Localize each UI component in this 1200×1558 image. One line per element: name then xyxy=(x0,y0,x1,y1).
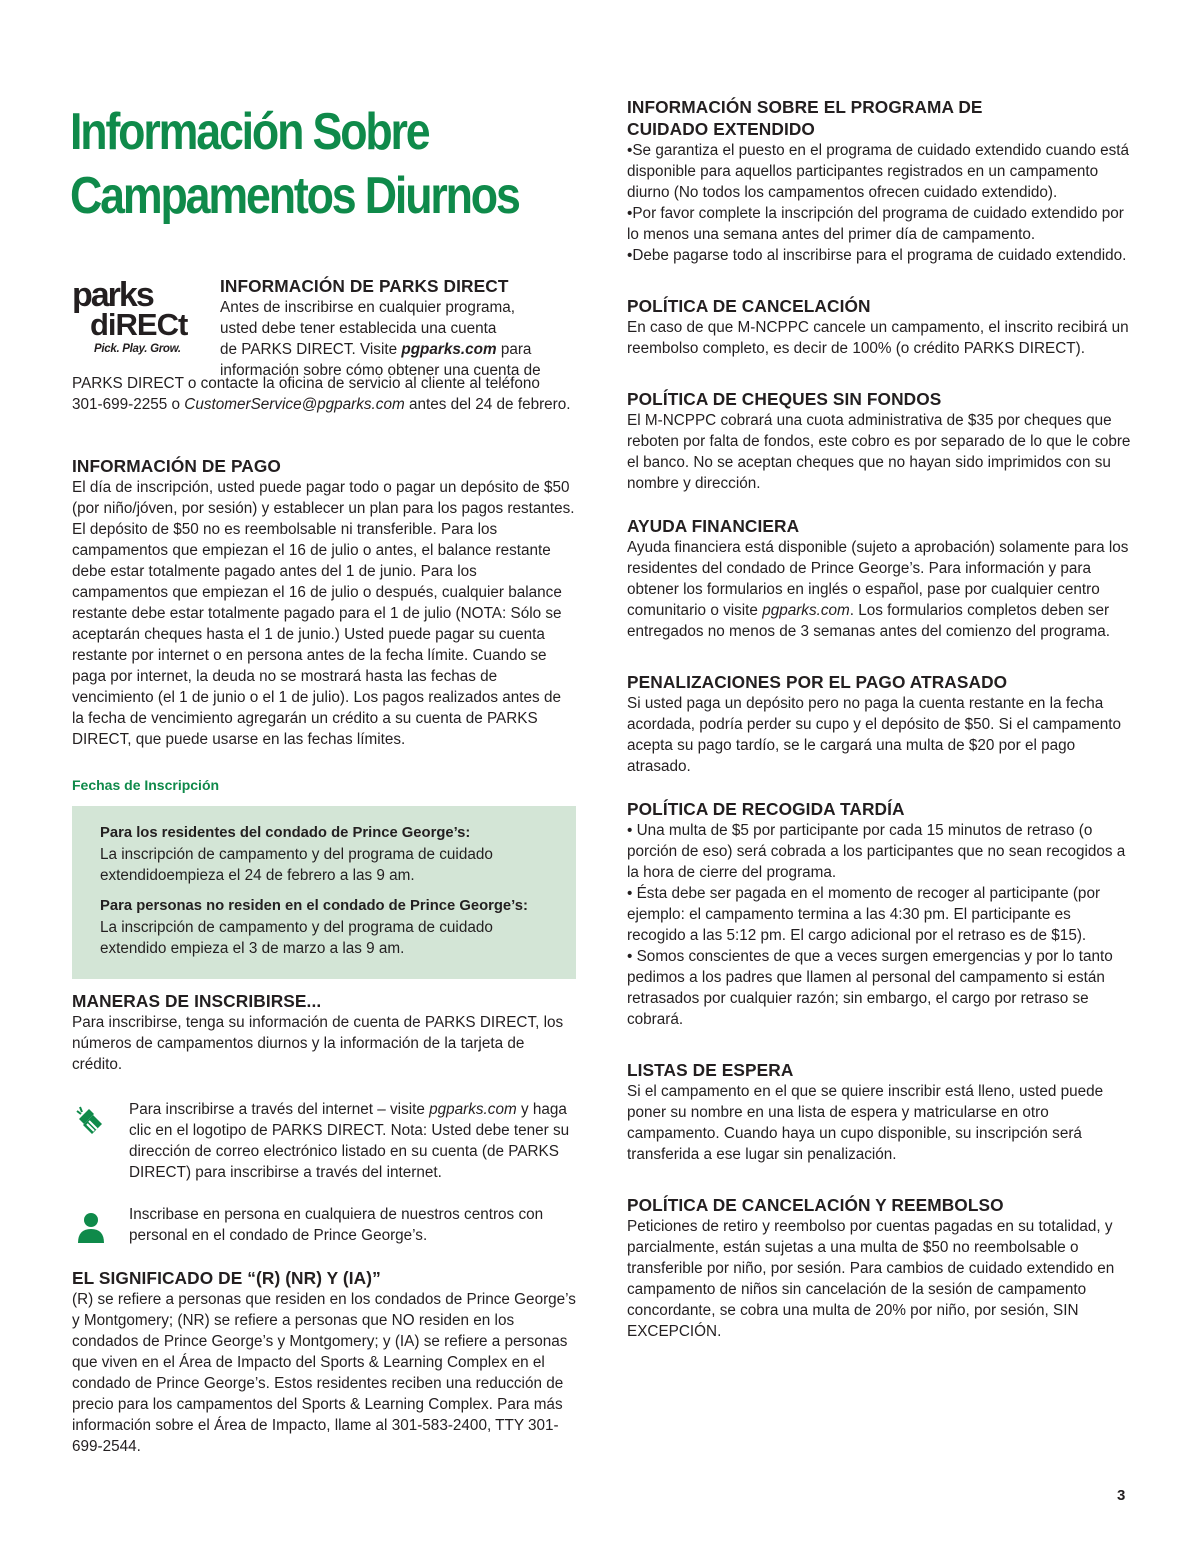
left-column xyxy=(72,276,576,1457)
payment-body: El día de inscripción, usted puede pagar todo o pagar un depósito de $50 (por niño/jóven, por sesión) y establecer un plan para los pagos restantes. El depósito de $50 no es reembolsable ni transferible. Para los campamentos que empiezan el 16 de julio o antes, el balance restante debe estar totalmente pagado antes del 1 de junio. Para los campamentos que empiezan el 16 de julio o después, cualquier balance restante debe estar totalmente pagado para el 1 de julio (NOTA: Sólo se aceptarán cheques hasta el 1 de junio.) Usted puede pagar su cuenta restante por internet o en persona antes de la fecha límite. Cuando se paga por internet, la deuda no se mostrará hasta las fechas de vencimiento (el 1 de junio o el 1 de julio). Los pagos realizados antes de la fecha de vencimiento agregarán un crédito a su cuenta de PARKS DIRECT, que puede usarse en las fechas límites. xyxy=(72,479,575,748)
extended-care-section xyxy=(627,95,1132,266)
waitlist-body: Si el campamento en el que se quiere inscribir está lleno, usted puede poner su nombre en una lista de espera y matricularse en otro campamento. Cuando haya un cupo disponible, su inscripción será transferida a ese lugar sin penalización. xyxy=(627,1083,1104,1163)
financial-heading: AYUDA FINANCIERA xyxy=(627,516,800,536)
parks-direct-line-5: PARKS DIRECT o contacte la oficina de servicio al cliente al teléfono xyxy=(72,375,540,392)
registration-dates-box xyxy=(72,806,576,979)
payment-heading: INFORMACIÓN DE PAGO xyxy=(72,456,281,476)
extended-care-heading-2: CUIDADO EXTENDIDO xyxy=(627,119,815,139)
logo-direct-text: diRECt xyxy=(90,307,188,342)
parks-direct-contact xyxy=(72,373,576,415)
cancellation-body: En caso de que M-NCPPC cancele un campamento, el inscrito recibirá un reembolso completo, es decir de 100% (o crédito PARKS DIRECT). xyxy=(627,319,1129,357)
title-line-2: Campamentos Diurnos xyxy=(70,167,519,225)
residents-body: La inscripción de campamento y del programa de cuidado extendidoempieza el 24 de febrero a las 9 am. xyxy=(100,846,493,884)
payment-section xyxy=(72,456,576,750)
parks-direct-section xyxy=(72,276,576,414)
parks-direct-line-4: información sobre cómo obtener una cuenta de xyxy=(220,362,541,379)
page-title xyxy=(70,100,517,228)
checks-heading: POLÍTICA DE CHEQUES SIN FONDOS xyxy=(627,389,942,409)
register-in-person-text: Inscribase en persona en cualquiera de nuestros centros con personal en el condado de Prince George’s. xyxy=(129,1206,544,1244)
parks-direct-line-3: de PARKS DIRECT. Visite pgparks.com para xyxy=(220,341,532,358)
late-payment-heading: PENALIZACIONES POR EL PAGO ATRASADO xyxy=(627,672,1008,692)
extended-care-bullet-2: •Por favor complete la inscripción del programa de cuidado extendido por lo menos una semana antes del primer día de campamento. xyxy=(627,205,1124,243)
registration-dates-section xyxy=(72,776,576,979)
meaning-section xyxy=(72,1268,576,1457)
parks-direct-intro xyxy=(220,276,576,381)
meaning-body: (R) se refiere a personas que residen en los condados de Prince George’s y Montgomery; (NR) se refiere a personas que NO residen en los condados de Prince George’s y Montgomery; y (IA) se refiere a personas que viven en el Área de Impacto del Sports & Learning Complex en el condado de Prince George’s. Estos residentes reciben una reducción de precio para los campamentos del Sports & Learning Complex. Para más información sobre el Área de Impacto, llame al 301-583-2400, TTY 301-699-2544. xyxy=(72,1291,576,1455)
parks-direct-heading: INFORMACIÓN DE PARKS DIRECT xyxy=(220,276,509,296)
waitlist-section xyxy=(627,1060,1132,1165)
cancellation-heading: POLÍTICA DE CANCELACIÓN xyxy=(627,296,871,316)
refund-section xyxy=(627,1195,1132,1342)
right-column xyxy=(627,95,1132,1342)
late-pickup-section xyxy=(627,799,1132,1030)
parks-direct-logo[interactable] xyxy=(72,276,214,356)
late-pickup-bullet-1: • Una multa de $5 por participante por cada 15 minutos de retraso (o porción de eso) será cobrada a los participantes que no sean recogidos a la hora de cierre del programa. xyxy=(627,822,1126,881)
extended-care-bullet-1: •Se garantiza el puesto en el programa de cuidado extendido cuando está disponible para aquellos participantes registrados en un campamento diurno (No todos los campamentos ofrecen cuidado extendido). xyxy=(627,142,1130,201)
extended-care-bullet-3: •Debe pagarse todo al inscribirse para el programa de cuidado extendido. xyxy=(627,247,1127,264)
late-payment-section xyxy=(627,672,1132,777)
refund-body: Peticiones de retiro y reembolso por cuentas pagadas en su totalidad, y parcialmente, están sujetas a una multa de $50 no reembolsable o transferible por niño, por sesión. Para cambios de cuidado extendido en campamento de niños sin cancelación de la sesión de campamento concordante, se cobra una multa de 20% por niño, por sesión, SIN EXCEPCIÓN. xyxy=(627,1218,1115,1340)
logo-tagline: Pick. Play. Grow. xyxy=(94,343,181,355)
late-pickup-heading: POLÍTICA DE RECOGIDA TARDÍA xyxy=(627,799,905,819)
nonresidents-title: Para personas no residen en el condado de Prince George’s: xyxy=(100,898,528,914)
person-icon xyxy=(74,1211,108,1245)
title-line-1: Información Sobre xyxy=(70,103,429,161)
checks-body: El M-NCPPC cobrará una cuota administrativa de $35 por cheques que reboten por falta de fondos, este cobro es por separado de lo que le cobre el banco. No se aceptan cheques que no hayan sido imprimidos con su nombre y dirección. xyxy=(627,412,1131,492)
refund-heading: POLÍTICA DE CANCELACIÓN Y REEMBOLSO xyxy=(627,1195,1004,1215)
extended-care-heading-1: INFORMACIÓN SOBRE EL PROGRAMA DE xyxy=(627,97,983,117)
financial-section xyxy=(627,516,1132,642)
checks-section xyxy=(627,389,1132,494)
late-pickup-bullet-2: • Ésta debe ser pagada en el momento de recoger al participante (por ejemplo: el campamento termina a las 4:30 pm. El participante es recogido a las 5:12 pm. El cargo adicional por el retraso es de $15). xyxy=(627,885,1101,944)
parks-direct-line-6: 301-699-2255 o CustomerService@pgparks.com antes del 24 de febrero. xyxy=(72,396,571,413)
ways-section xyxy=(72,991,576,1246)
financial-body: Ayuda financiera está disponible (sujeto a aprobación) solamente para los residentes del condado de Prince George’s. Para información y para obtener los formularios en inglés o español, pase por cualquier centro comunitario o visite pgparks.com. Los formularios completos deben ser entregados no menos de 3 semanas antes del comienzo del programa. xyxy=(627,539,1129,640)
register-online xyxy=(72,1099,576,1183)
late-pickup-bullet-3: • Somos conscientes de que a veces surgen emergencias y por lo tanto pedimos a los padres que llamen al personal del campamento si están retrasados por cualquier razón; sin embargo, el cargo por retraso se cobrará. xyxy=(627,948,1113,1028)
register-online-text: Para inscribirse a través del internet – visite pgparks.com y haga clic en el logotipo de PARKS DIRECT. Nota: Usted debe tener su dirección de correo electrónico listado en su cuenta (de PARKS DIRECT) para inscribirse a través del internet. xyxy=(129,1101,570,1181)
meaning-heading: EL SIGNIFICADO DE “(R) (NR) Y (IA)” xyxy=(72,1268,381,1288)
pgparks-link[interactable]: pgparks.com xyxy=(401,341,497,358)
nonresidents-body: La inscripción de campamento y del programa de cuidado extendido empieza el 3 de marzo a las 9 am. xyxy=(100,919,493,957)
parks-direct-line-1: Antes de inscribirse en cualquier programa, xyxy=(220,299,516,316)
parks-direct-line-2: usted debe tener establecida una cuenta xyxy=(220,320,497,337)
logo-parks-text: parks xyxy=(72,276,153,314)
customer-service-email[interactable]: CustomerService@pgparks.com xyxy=(184,396,405,413)
pgparks-online-link[interactable]: pgparks.com xyxy=(429,1101,517,1118)
waitlist-heading: LISTAS DE ESPERA xyxy=(627,1060,794,1080)
pgparks-financial-link[interactable]: pgparks.com xyxy=(762,602,850,619)
late-payment-body: Si usted paga un depósito pero no paga la cuenta restante en la fecha acordada, podría perder su cupo y el depósito de $50. Si el campamento acepta su pago tardío, se le cargará una multa de $20 por el pago atrasado. xyxy=(627,695,1122,775)
residents-title: Para los residentes del condado de Prince George’s: xyxy=(100,825,471,841)
registration-dates-heading: Fechas de Inscripción xyxy=(72,777,220,793)
register-in-person xyxy=(72,1204,576,1246)
ways-heading: MANERAS DE INSCRIBIRSE... xyxy=(72,991,322,1011)
cancellation-section xyxy=(627,296,1132,359)
ways-body: Para inscribirse, tenga su información de cuenta de PARKS DIRECT, los números de campamentos diurnos y la información de la tarjeta de crédito. xyxy=(72,1014,564,1073)
mouse-click-icon xyxy=(74,1105,108,1139)
page-number: 3 xyxy=(1117,1487,1126,1504)
